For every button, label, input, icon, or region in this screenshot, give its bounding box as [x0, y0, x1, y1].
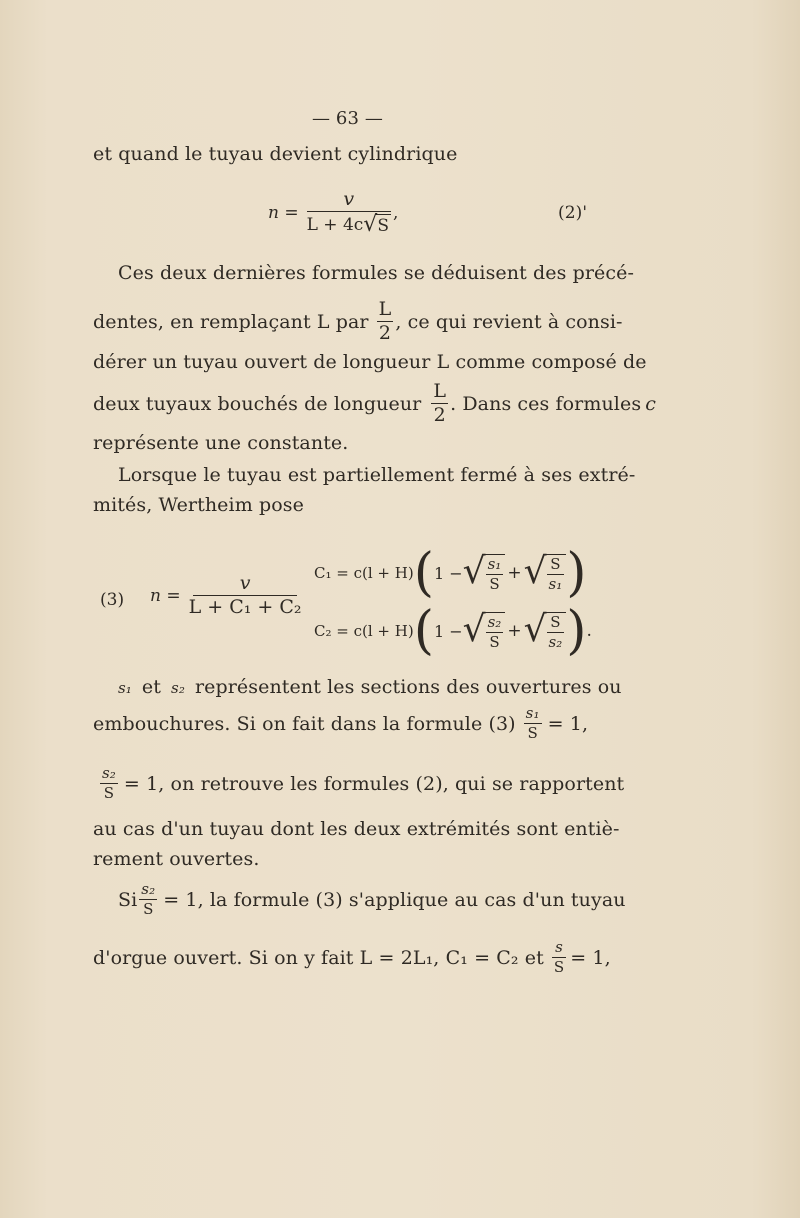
frac-denominator: s₂ — [548, 633, 563, 652]
para3-frac-s2-S — [100, 766, 118, 801]
close-paren-icon: ) — [566, 601, 587, 661]
frac-denominator: S — [143, 900, 154, 919]
eq3-frac-s1-S — [486, 554, 504, 594]
page-number: — 63 — — [312, 108, 383, 129]
eq2-lhs: n = — [268, 203, 299, 224]
para1-line1: Ces deux dernières formules se déduisent des précé- — [118, 262, 634, 284]
para4-si: Si — [118, 888, 138, 911]
para3-line1 — [118, 676, 622, 698]
eq3-one-minus: 1 − — [433, 563, 463, 583]
frac-denominator: S — [527, 724, 538, 743]
frac-denominator: 2 — [433, 404, 446, 427]
eq3-label: (3) — [100, 590, 125, 610]
para3-line3-b: = 1, on retrouve les formules (2), qui se rapportent — [123, 772, 625, 795]
eq3-sqrt-s1-S — [462, 550, 506, 594]
para3-line1-rest: représentent les sections des ouvertures ou — [194, 676, 622, 698]
eq2-denominator — [305, 214, 393, 236]
eq3-plus: + — [507, 563, 522, 583]
para4-line2-b: = 1, — [570, 946, 611, 969]
eq3-frac-s2-S — [486, 612, 504, 652]
eq3-sqrt-s2-S — [462, 608, 506, 652]
para3-line2-a: embouchures. Si on fait dans la formule (3) — [93, 712, 516, 735]
intro-line: et quand le tuyau devient cylindrique — [93, 143, 458, 165]
frac-denominator: 2 — [378, 322, 392, 345]
open-paren-icon: ( — [413, 543, 434, 603]
frac-numerator: s₁ — [525, 704, 540, 722]
eq2-numerator: v — [343, 188, 355, 210]
equation-3-main — [150, 574, 304, 617]
para1-line4-b: . Dans ces formules — [450, 392, 642, 415]
eq3-one-minus: 1 − — [433, 621, 463, 641]
frac-denominator: S — [553, 958, 565, 977]
para1-line2 — [93, 300, 623, 343]
para3-line3 — [100, 766, 624, 801]
eq2-label: (2)' — [558, 203, 588, 223]
eq2-sqrt — [363, 214, 391, 236]
sqrt-sign-icon: √ — [523, 608, 547, 650]
frac-numerator: s₂ — [487, 612, 502, 631]
frac-denominator: S — [489, 575, 500, 594]
para1-line5: représente une constante. — [93, 432, 349, 454]
eq3-frac-S-s1 — [547, 554, 565, 594]
eq2-den-prefix: L + 4c — [306, 214, 364, 235]
eq3-fraction — [187, 574, 304, 617]
para1-line2-a: dentes, en remplaçant L par — [93, 310, 369, 333]
frac-denominator: S — [103, 784, 115, 803]
para4-frac-s-S — [552, 940, 566, 975]
sqrt-sign-icon: √ — [462, 608, 486, 650]
eq3-frac-S-s2 — [547, 612, 565, 652]
eq3-sqrt-S-s2 — [523, 608, 567, 652]
close-paren-icon: ) — [566, 543, 587, 603]
eq3-c1-line — [314, 542, 587, 604]
frac-numerator: s₂ — [141, 880, 156, 898]
para1-fraction-L2-b — [431, 382, 448, 425]
frac-denominator: s₁ — [548, 575, 563, 594]
eq3-c1-lhs: C₁ = c(l + H) — [314, 564, 414, 582]
para1-line4-a: deux tuyaux bouchés de longueur — [93, 392, 422, 415]
frac-numerator: L — [433, 380, 447, 402]
para4-line2 — [93, 940, 611, 975]
para2-line1: Lorsque le tuyau est partiellement fermé à ses extré- — [118, 464, 636, 486]
sqrt-sign-icon: √ — [462, 550, 486, 592]
para1-line2-b: , ce qui revient à consi- — [395, 310, 623, 333]
eq2-comma: , — [392, 203, 399, 224]
eq3-denominator: L + C₁ + C₂ — [188, 596, 302, 619]
para3-et: et — [141, 676, 162, 698]
para4-frac-s2-S — [139, 882, 157, 917]
open-paren-icon: ( — [413, 601, 434, 661]
para4-line1 — [118, 882, 626, 917]
sqrt-sign-icon: √ — [363, 212, 378, 238]
eq3-c2-line — [314, 600, 592, 662]
para3-s1: s₁ — [118, 679, 132, 697]
eq2-sqrt-radicand: S — [377, 216, 389, 237]
sqrt-sign-icon: √ — [523, 550, 547, 592]
para1-line4 — [93, 382, 656, 425]
frac-numerator: s₁ — [487, 554, 502, 573]
para4-line2-a: d'orgue ouvert. Si on y fait L = 2L₁, C₁ = C₂ et — [93, 946, 544, 969]
eq2-fraction-bar — [307, 211, 391, 212]
para4-line1-b: = 1, la formule (3) s'applique au cas d'un tuyau — [163, 888, 626, 911]
para3-frac-s1-S — [524, 706, 542, 741]
para1-line3: dérer un tuyau ouvert de longueur L comme composé de — [93, 351, 647, 373]
para2-line2: mités, Wertheim pose — [93, 494, 304, 516]
para3-line4: au cas d'un tuyau dont les deux extrémités sont entiè- — [93, 818, 620, 840]
equation-2 — [268, 190, 398, 236]
eq3-sqrt-S-s1 — [523, 550, 567, 594]
para1-line4-c: c — [645, 392, 656, 415]
para3-line5: rement ouvertes. — [93, 848, 260, 870]
frac-numerator: s — [555, 938, 563, 956]
eq2-fraction — [305, 190, 393, 236]
eq3-period: . — [586, 621, 592, 641]
frac-numerator: L — [378, 298, 392, 320]
eq3-c2-lhs: C₂ = c(l + H) — [314, 622, 414, 640]
eq3-numerator: v — [239, 572, 251, 594]
para3-s2: s₂ — [171, 679, 185, 697]
para3-line2 — [93, 706, 588, 741]
eq3-plus: + — [507, 621, 522, 641]
eq3-lhs: n = — [150, 585, 181, 606]
frac-denominator: S — [489, 633, 500, 652]
frac-numerator: s₂ — [102, 764, 116, 782]
frac-numerator: S — [550, 554, 561, 573]
para3-line2-b: = 1, — [547, 712, 589, 735]
frac-numerator: S — [550, 612, 561, 631]
para1-fraction-L2 — [377, 300, 394, 343]
